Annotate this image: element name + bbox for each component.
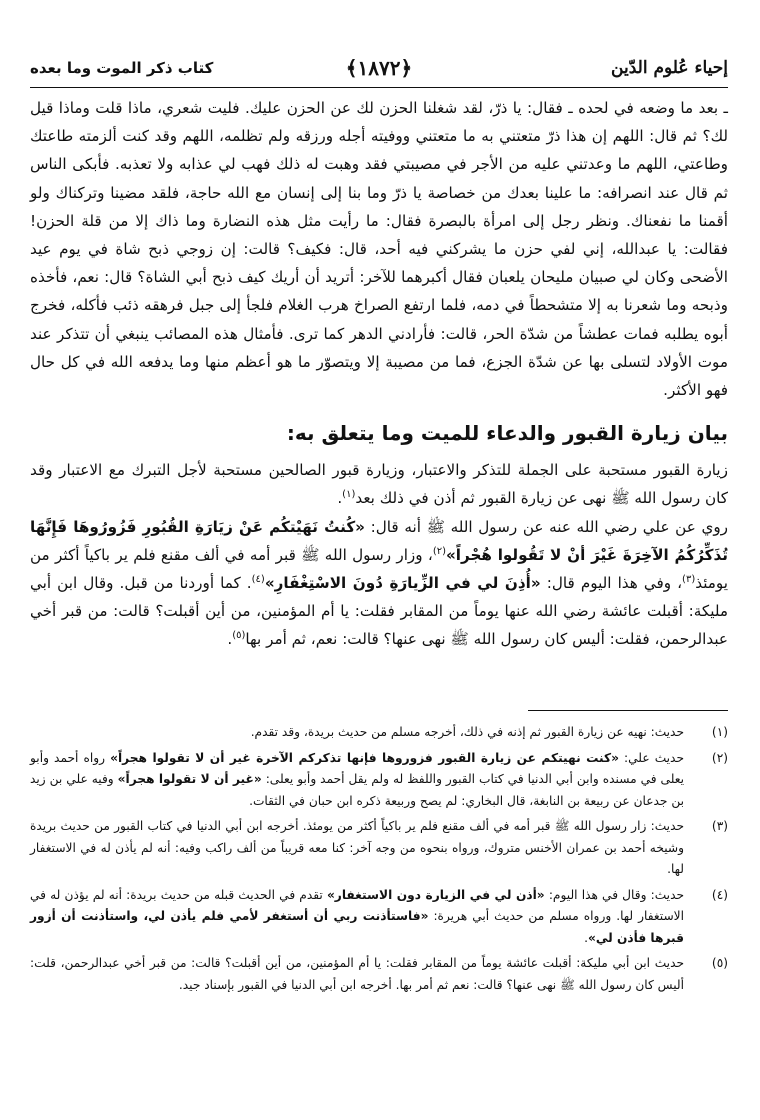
footnote-ref-1: (١) [342,489,356,501]
section-p1-end: . [337,489,343,508]
section-p2-a: روي عن علي رضي الله عنه عن رسول الله ﷺ أنه قال: [365,517,729,536]
running-header [30,52,728,84]
footnote-quote: «غير أن لا تقولوا هجراً» [117,772,262,786]
footnote-number: (١) [711,725,728,739]
footnote-ref-2: (٢) [432,545,446,557]
chapter-title: كتاب ذكر الموت وما بعده [30,59,214,77]
footnote-4 [30,885,728,950]
footnote-text-e: وفيه علي بن زيد بن جدعان عن ربيعة بن النابغة، قال البخاري: لم يصح وربيعة ذكره ابن حبان في الثقات. [30,772,684,808]
section-p2-b: ، وزار رسول الله ﷺ قبر أمه في ألف مقنع فلم ير باكياً أكثر من يومئذ [30,545,728,593]
footnote-ref-3: (٣) [682,573,696,585]
footnote-text [30,722,684,744]
footnote-rule [528,710,728,711]
footnote-text [30,885,684,950]
footnote-number: (٤) [711,887,728,902]
footnote-number: (٢) [711,750,728,765]
footnote-text-a: حديث: نهيه عن زيارة القبور ثم إذنه في ذلك، أخرجه مسلم من حديث بريدة، وقد تقدم. [250,725,684,739]
section-p1-text: زيارة القبور مستحبة على الجملة للتذكر والاعتبار، وزيارة قبور الصالحين مستحبة لأجل التبرك مع الاعتبار وقد كان رسول الله ﷺ نهى عن زيارة القبور ثم أذن في ذلك بعد [30,461,728,508]
footnote-text-a: حديث علي: [618,750,684,765]
footnote-text [30,748,684,813]
section-paragraph-2 [30,513,728,654]
footnote-1 [30,722,728,744]
footnote-quote: «كنت نهيتكم عن زيارة القبور فزوروها فإنها تذكركم الآخرة غير أن لا تقولوا هجراً» [110,750,619,765]
header-rule [30,87,728,88]
section-heading: بيان زيارة القبور والدعاء للميت وما يتعلق به: [286,421,728,446]
section-p2-end: . [227,630,233,649]
paragraph-1: ـ بعد ما وضعه في لحده ـ فقال: يا ذرّ، لقد شغلنا الحزن لك عن الحزن عليك. فليت شعري، ماذا قلت وماذا قيل لك؟ ثم قال: اللهم إن هذا ذرّ متعتني به ما متعتني ووفيته أجله ورزقه ولم تظلمه، اللهم وقد كنت ألزمته طاعتك وطاعتي، اللهم ما وعدتني عليه من الأجر في مصيبتي فقد وهبت له ذلك فهب لي عذابه ولا تعذبه. فأبكى الناس ثم قال عند انصرافه: ما علينا بعدك من خصاصة يا ذرّ وما بنا إلى إنسان مع الله حاجة، فلقد مضينا وتركناك ولو أقمنا ما نفعناك. ونظر رجل إلى امرأة بالبصرة فقال: ما رأيت مثل هذه النضارة وما ذاك إلا من قلة الحزن! فقالت: يا عبدالله، إني لفي حزن ما يشركني فيه أحد، قال: فكيف؟ قالت: إن زوجي ذبح شاة في يوم عيد الأضحى وكان لي صبيان مليحان يلعبان فقال أكبرهما للآخر: أتريد أن أريك كيف ذبح أبي الشاة؟ قال: نعم، فأخذه وذبحه وما شعرنا به إلا متشحطاً في دمه، فلما ارتفع الصراخ هرب الغلام فلجأ إلى جبل فرهقه ذئب فأكله، فخرج أبوه يطلبه فمات عطشاً من شدّة الحر، قالت: فأرادني الدهر كما ترى. فأمثال هذه المصائب ينبغي أن تتذكر عند موت الأولاد لتسلى بها عن شدّة الجزع، فما من مصيبة إلا ويتصوّر ما هو أعظم منها وما يدفعه الله في كل حال فهو الأكثر. [30,99,728,400]
footnote-text-e: . [584,930,588,945]
footnotes [30,722,728,1000]
footnote-text [30,953,684,996]
hadith-quote-1: «كُنتُ نَهَيْتكُم عَنْ زيَارَةِ القُبُورِ فَزُورُوهَا فَإِنَّهَا تُذَكِّرُكُمُ الآخِرَةَ غَيْرَ أنْ لا تَقُولوا هُجْراً» [30,517,728,564]
footnote-text-a: حديث: زار رسول الله ﷺ قبر أمه في ألف مقنع فلم ير باكياً أكثر من يومئذ. أخرجه ابن أبي الدنيا في كتاب القبور من حديث بريدة وشيخه أحمد بن عمران الأخنس متروك، ورواه بنحوه من وجه آخر: كنا معه قريباً من ألف راكب وفيه: أنه لم يأذن له في الاستغفار لها. [30,819,684,876]
footnote-3 [30,816,728,881]
footnote-5 [30,953,728,996]
footnote-number: (٣) [711,819,728,833]
page-number: ﴿١٨٧٢﴾ [345,56,413,80]
section-p2-c: ، وفي هذا اليوم قال: [540,574,683,593]
book-title: إحياء عُلوم الدّين [611,58,728,78]
footnote-text-a: حديث ابن أبي مليكة: أقبلت عائشة يوماً من المقابر فقلت: يا أم المؤمنين، من أين أقبلت؟ قالت: من قبر أخي عبدالرحمن، قلت: أليس كان رسول الله ﷺ نهى عنها؟ قالت: نعم ثم أمر بها. أخرجه ابن أبي الدنيا في القبور بإسناد جيد. [30,956,684,992]
hadith-quote-2: «أُذِنَ لي في الزِّيارَةِ دُونَ الاسْتِغْفَارِ» [264,574,541,593]
footnote-ref-4: (٤) [251,573,265,585]
main-text [30,94,728,654]
footnote-ref-5: (٥) [232,630,246,642]
footnote-number: (٥) [711,956,728,970]
footnote-2 [30,748,728,813]
section-paragraph-1 [30,456,728,512]
footnote-text-c: رواه أحمد وأبو يعلى في مسنده وابن أبي الدنيا في كتاب القبور واللفظ له ولم يقل أحمد وأبو يعلى: [30,750,685,786]
footnote-quote: «فاستأذنت ربي أن أستغفر لأمي فلم يأذن لي، واستأذنت أن أزور قبرها فأذن لي» [30,909,684,945]
section-p2-d: . كما أوردنا من قبل. وقال ابن أبي مليكة: أقبلت عائشة رضي الله عنها يوماً من المقابر فقلت: يا أم المؤمنين، من أين أقبلت؟ قالت: من قبر أخي عبدالرحمن، فقلت: أليس كان رسول الله ﷺ نهى عنها؟ قالت: نعم، ثم أمر بها [30,574,728,649]
footnote-text-c: تقدم في الحديث قبله من حديث بريدة: أنه لم يؤذن له في الاستغفار لها. ورواه مسلم من حديث أبي هريرة: [30,887,684,923]
footnote-text [30,816,684,881]
footnote-text-a: حديث: وقال في هذا اليوم: [544,887,684,902]
footnote-quote: «أذن لي في الزيارة دون الاستغفار» [326,887,545,902]
